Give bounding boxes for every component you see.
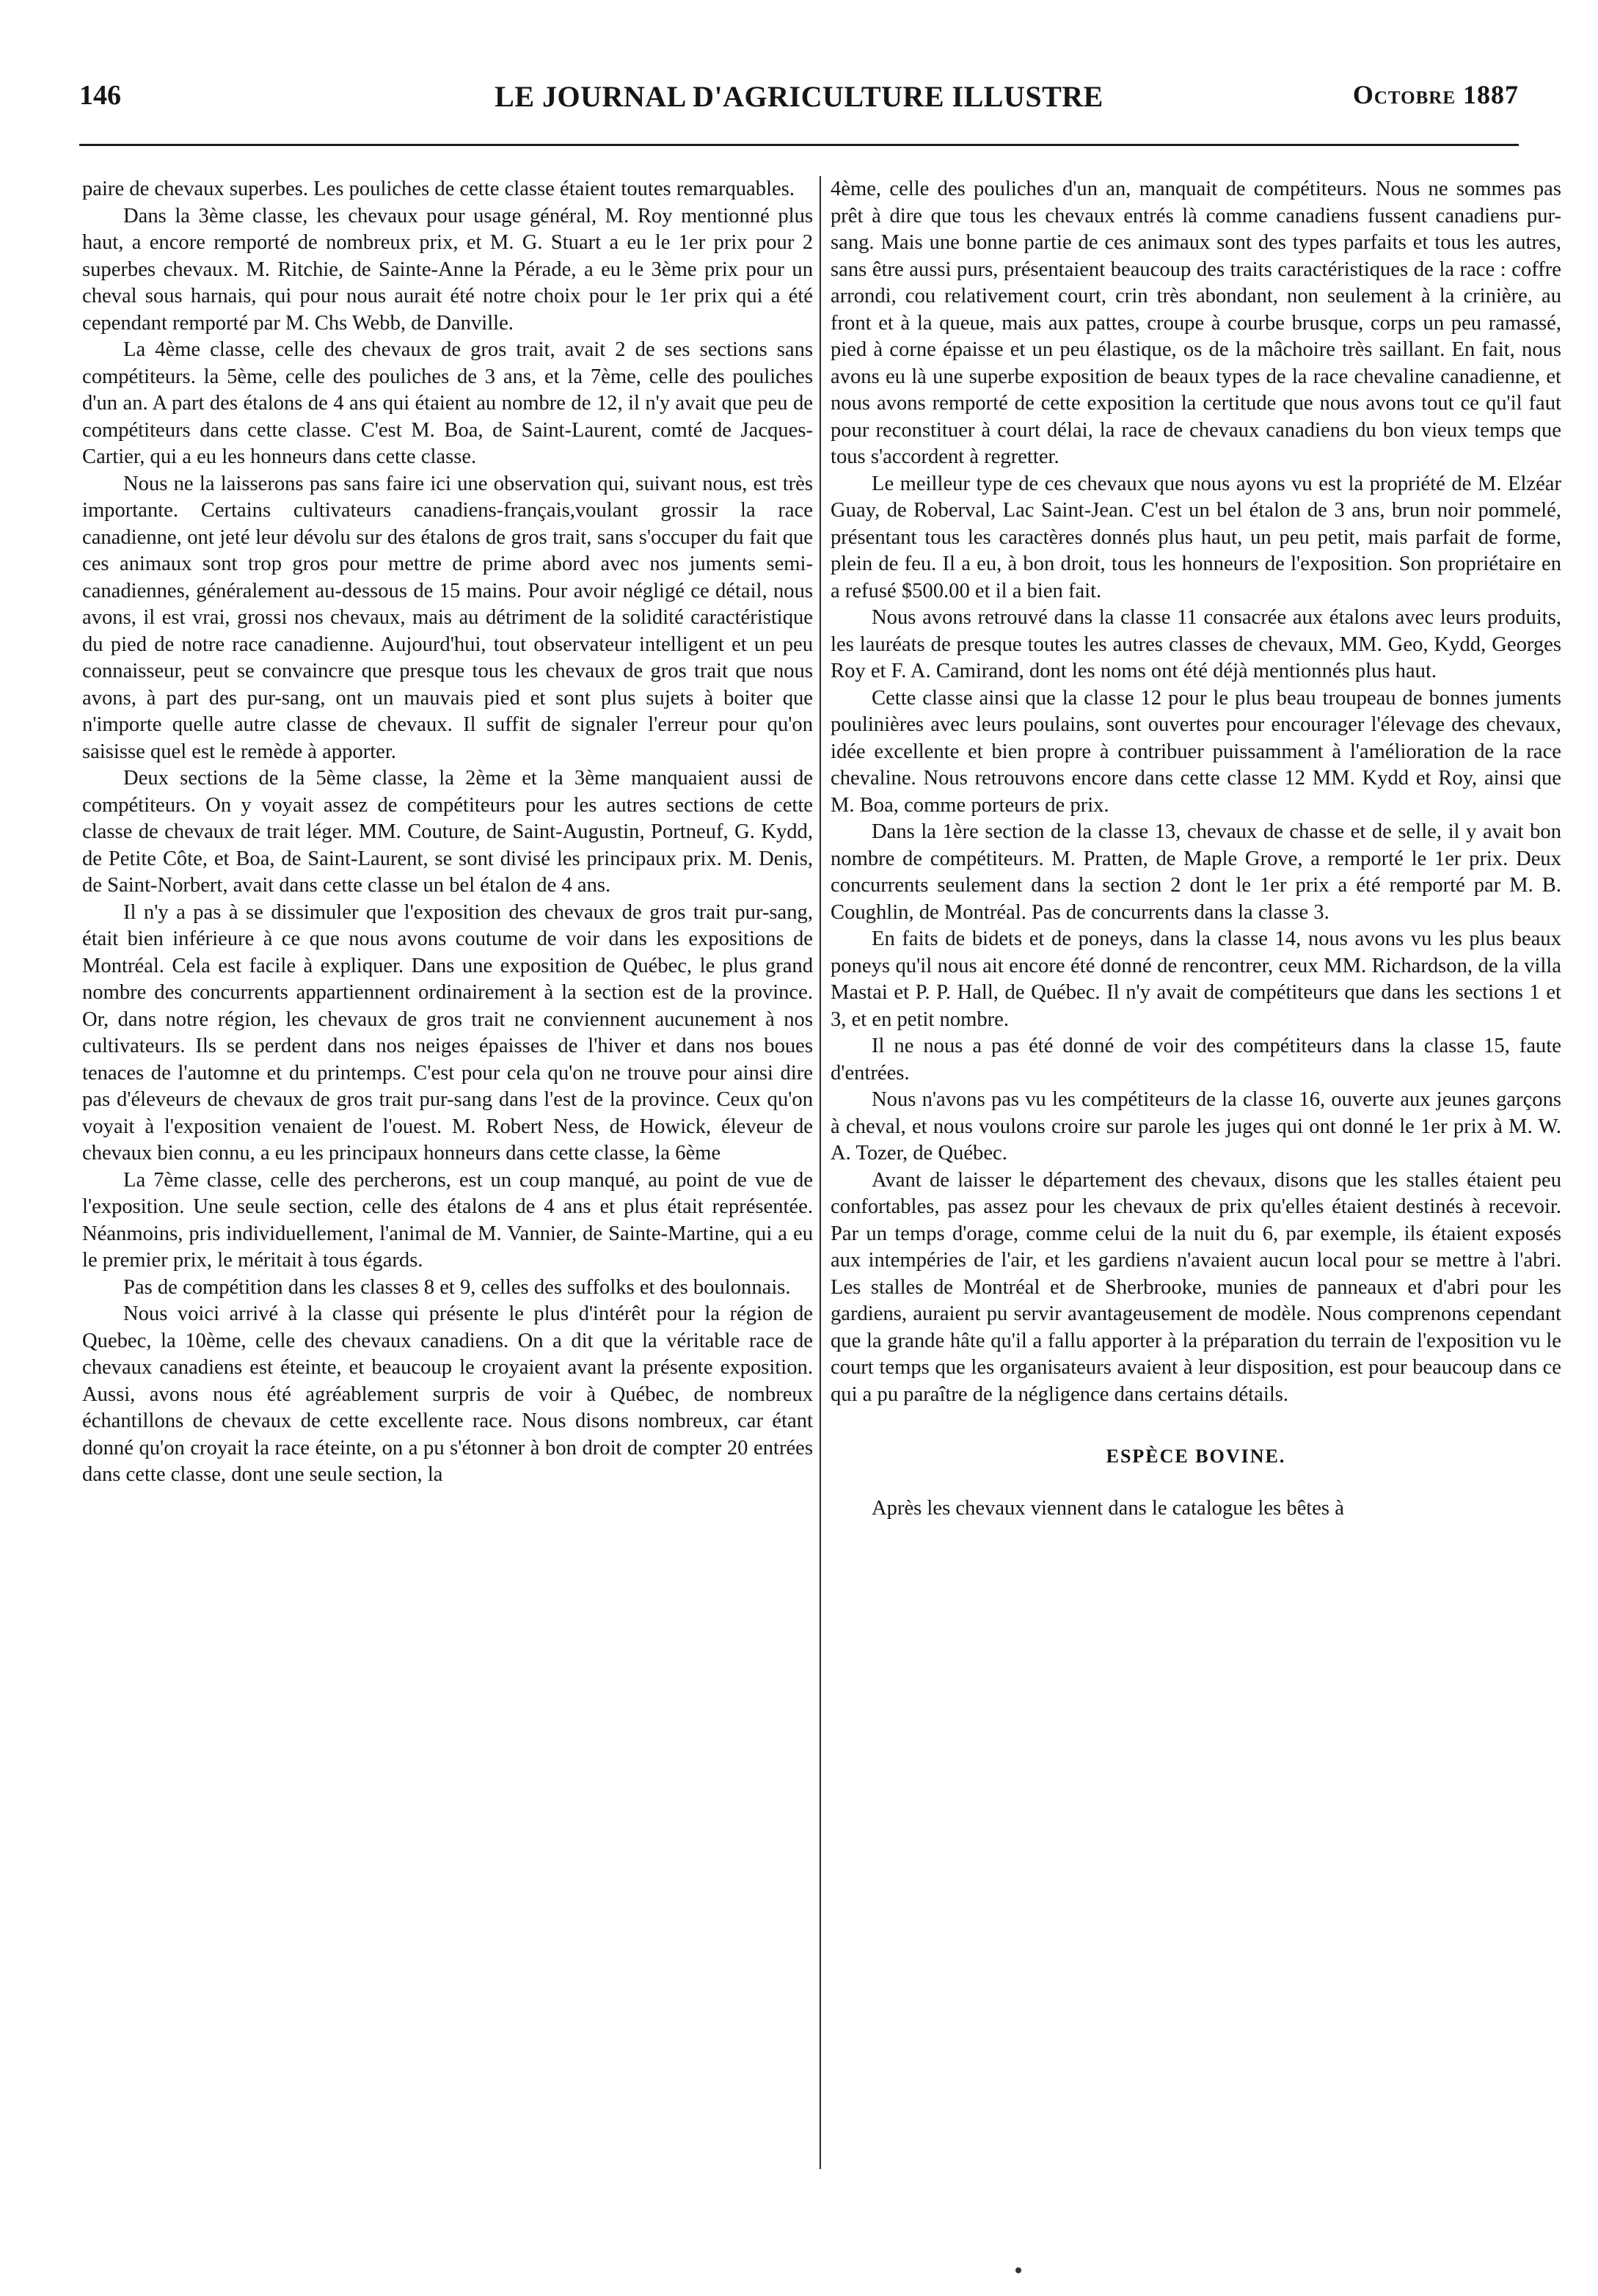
paragraph: Après les chevaux viennent dans le catalogue les bêtes à: [872, 1496, 1344, 1520]
journal-title: LE JOURNAL D'AGRICULTURE ILLUSTRE: [495, 80, 1103, 113]
left-column: [82, 176, 813, 1489]
paragraph: La 4ème classe, celle des chevaux de gros trait, avait 2 de ses sections sans compétiteurs. la 5ème, celle des pouliches de 3 ans, et la 7ème, celle des pouliches d'un an. A part des étalons de 4 ans qui étaient au nombre de 12, il n'y avait que peu de compétiteurs dans cette classe. C'est M. Boa, de Saint-Laurent, comté de Jacques-Cartier, qui a eu les honneurs dans cette classe.: [82, 338, 813, 468]
column-divider: [820, 176, 821, 2169]
paragraph: Dans la 3ème classe, les chevaux pour usage général, M. Roy mentionné plus haut, a encore remporté de nombreux prix, et M. G. Stuart a eu le 1er prix pour 2 superbes chevaux. M. Ritchie, de Sainte-Anne la Pérade, a eu le 3ème prix pour un cheval sous harnais, qui pour nous aurait été notre choix pour le 1er prix qui a été cependant remporté par M. Chs Webb, de Danville.: [82, 204, 813, 335]
paragraph: Nous n'avons pas vu les compétiteurs de la classe 16, ouverte aux jeunes garçons à cheval, et nous voulons croire sur parole les juges qui ont donné le 1er prix à M. W. A. Tozer, de Québec.: [831, 1088, 1561, 1165]
section-heading: ESPÈCE BOVINE.: [1106, 1446, 1286, 1467]
paragraph: Avant de laisser le département des chevaux, disons que les stalles étaient peu confortables, pas assez pour les chevaux de prix qu'elles étaient destinés à recevoir. Par un temps d'orage, comme celui de la nuit du 6, par exemple, ils étaient exposés aux intempéries de l'air, et les gardiens n'avaient aucun local pour se mettre à l'abri. Les stalles de Montréal et de Sherbrooke, munies de panneaux et d'abri pour les gardiens, auraient pu servir avantageusement de modèle. Nous comprenons cependant que la grande hâte qu'il a fallu apporter à la préparation du terrain de l'exposition vu le court temps que les organisateurs avaient à leur disposition, est pour beaucoup dans ce qui a pu paraître de la négligence dans certains détails.: [831, 1168, 1561, 1406]
paragraph: Nous avons retrouvé dans la classe 11 consacrée aux étalons avec leurs produits, les lauréats de presque toutes les autres classes de chevaux, MM. Geo, Kydd, Georges Roy et F. A. Camirand, dont les noms ont été déjà mentionnés plus haut.: [831, 606, 1561, 682]
page-number: 146: [79, 80, 121, 111]
paragraph: paire de chevaux superbes. Les pouliches de cette classe étaient toutes remarquables.: [82, 178, 795, 200]
paragraph: Nous ne la laisserons pas sans faire ici une observation qui, suivant nous, est très importante. Certains cultivateurs canadiens-français,voulant grossir la race canadienne, ont jeté leur dévolu sur des étalons de gros trait, sans s'occuper du fait que ces animaux sont trop gros pour mettre de prime abord avec nos juments semi-canadiennes, généralement au-dessous de 15 mains. Pour avoir négligé ce détail, nous avons, il est vrai, grossi nos chevaux, mais au détriment de la solidité caractéristique du pied de notre race canadienne. Aujourd'hui, tout observateur intelligent et un peu connaisseur, peut se convaincre que presque tous les chevaux de gros trait que nous avons, à part des pur-sang, ont un mauvais pied et sont plus sujets à boiter que n'importe quelle autre classe de chevaux. Il suffit de signaler l'erreur pour qu'on saisisse quel est le remède à apporter.: [82, 472, 813, 763]
page-header: [79, 79, 1519, 131]
paragraph: En faits de bidets et de poneys, dans la classe 14, nous avons vu les plus beaux poneys qu'il nous ait encore été donné de rencontrer, ceux MM. Richardson, de la villa Mastai et P. P. Hall, de Québec. Il n'y avait de compétiteurs que dans les sections 1 et 3, et en petit nombre.: [831, 927, 1561, 1031]
paragraph: Dans la 1ère section de la classe 13, chevaux de chasse et de selle, il y avait bon nombre de compétiteurs. M. Pratten, de Maple Grove, a remporté le 1er prix. Deux concurrents seulement dans la section 2 dont le 1er prix a été remporté par M. B. Coughlin, de Montréal. Pas de concurrents dans la classe 3.: [831, 820, 1561, 924]
issue-date: Octobre 1887: [1352, 80, 1519, 109]
paragraph: Nous voici arrivé à la classe qui présente le plus d'intérêt pour la région de Quebec, la 10ème, celle des chevaux canadiens. On a dit que la véritable race de chevaux canadiens est éteinte, et beaucoup le croyaient avant la présente exposition. Aussi, avons nous été agréablement surpris de voir à Québec, de nombreux échantillons de chevaux de cette excellente race. Nous disons nombreux, car étant donné qu'on croyait la race éteinte, on a pu s'étonner à bon droit de compter 20 entrées dans cette classe, dont une seule section, la: [82, 1302, 813, 1486]
print-speck: [1015, 2267, 1021, 2273]
paragraph: Pas de compétition dans les classes 8 et 9, celles des suffolks et des boulonnais.: [123, 1275, 791, 1299]
paragraph: Il n'y a pas à se dissimuler que l'exposition des chevaux de gros trait pur-sang, était bien inférieure à ce que nous avons coutume de voir dans les expositions de Montréal. Cela est facile à expliquer. Dans une exposition de Québec, le plus grand nombre des concurrents appartiennent ordinairement à la section est de la province. Or, dans notre région, les chevaux de gros trait ne conviennent aucunement à nos cultivateurs. Ils se perdent dans nos neiges épaisses de l'hiver et dans nos boues tenaces de l'automne et du printemps. C'est pour cela qu'on ne trouve pour ainsi dire pas d'éleveurs de chevaux de gros trait pur-sang dans l'est de la province. Ceux qu'on voyait à l'exposition venaient de l'ouest. M. Robert Ness, de Howick, éleveur de chevaux bien connu, a eu les principaux honneurs dans cette classe, la 6ème: [82, 900, 813, 1165]
paragraph: 4ème, celle des pouliches d'un an, manquait de compétiteurs. Nous ne sommes pas prêt à dire que tous les chevaux entrés là comme canadiens fussent canadiens pur-sang. Mais une bonne partie de ces animaux sont des types parfaits et tous les autres, sans être aussi purs, présentaient beaucoup des traits caractéristiques de la race : coffre arrondi, cou relativement court, crin très abondant, non seulement à la crinière, au front et à la queue, mais aux pattes, croupe à courbe brusque, corps un peu ramassé, pied à corne épaisse et un peu élastique, os de la mâchoire très saillant. En fait, nous avons eu là une superbe exposition de beaux types de la race chevaline canadienne, et nous avons remporté de cette exposition la certitude que nous avons tout ce qu'il faut pour reconstituer à court délai, la race de chevaux canadiens du bon vieux temps que tous s'accordent à regretter.: [831, 178, 1561, 468]
paragraph: Il ne nous a pas été donné de voir des compétiteurs dans la classe 15, faute d'entrées.: [831, 1035, 1561, 1085]
paragraph: Le meilleur type de ces chevaux que nous ayons vu est la propriété de M. Elzéar Guay, de Roberval, Lac Saint-Jean. C'est un bel étalon de 3 ans, brun noir pommelé, présentant tous les caractères donnés plus haut, un peu petit, mais parfait de forme, plein de feu. Il a eu, à bon droit, tous les honneurs de l'exposition. Son propriétaire en a refusé $500.00 et il a bien fait.: [831, 472, 1561, 602]
paragraph: La 7ème classe, celle des percherons, est un coup manqué, au point de vue de l'exposition. Une seule section, celle des étalons de 4 ans et plus était représentée. Néanmoins, pris individuellement, l'animal de M. Vannier, de Sainte-Martine, qui a eu le premier prix, le méritait à tous égards.: [82, 1168, 813, 1272]
header-rule: [79, 144, 1519, 146]
paragraph: Cette classe ainsi que la classe 12 pour le plus beau troupeau de bonnes juments poulinières avec leurs poulains, sont ouvertes pour encourager l'élevage des chevaux, idée excellente et bien propre à contribuer puissamment à l'amélioration de la race chevaline. Nous retrouvons encore dans cette classe 12 MM. Kydd et Roy, ainsi que M. Boa, comme porteurs de prix.: [831, 686, 1561, 817]
paragraph: Deux sections de la 5ème classe, la 2ème et la 3ème manquaient aussi de compétiteurs. On y voyait assez de compétiteurs pour les autres sections de cette classe de chevaux de trait léger. MM. Couture, de Saint-Augustin, Portneuf, G. Kydd, de Petite Côte, et Boa, de Saint-Laurent, se sont divisé les principaux prix. M. Denis, de Saint-Norbert, avait dans cette classe un bel étalon de 4 ans.: [82, 767, 813, 897]
right-column: [831, 176, 1561, 1522]
